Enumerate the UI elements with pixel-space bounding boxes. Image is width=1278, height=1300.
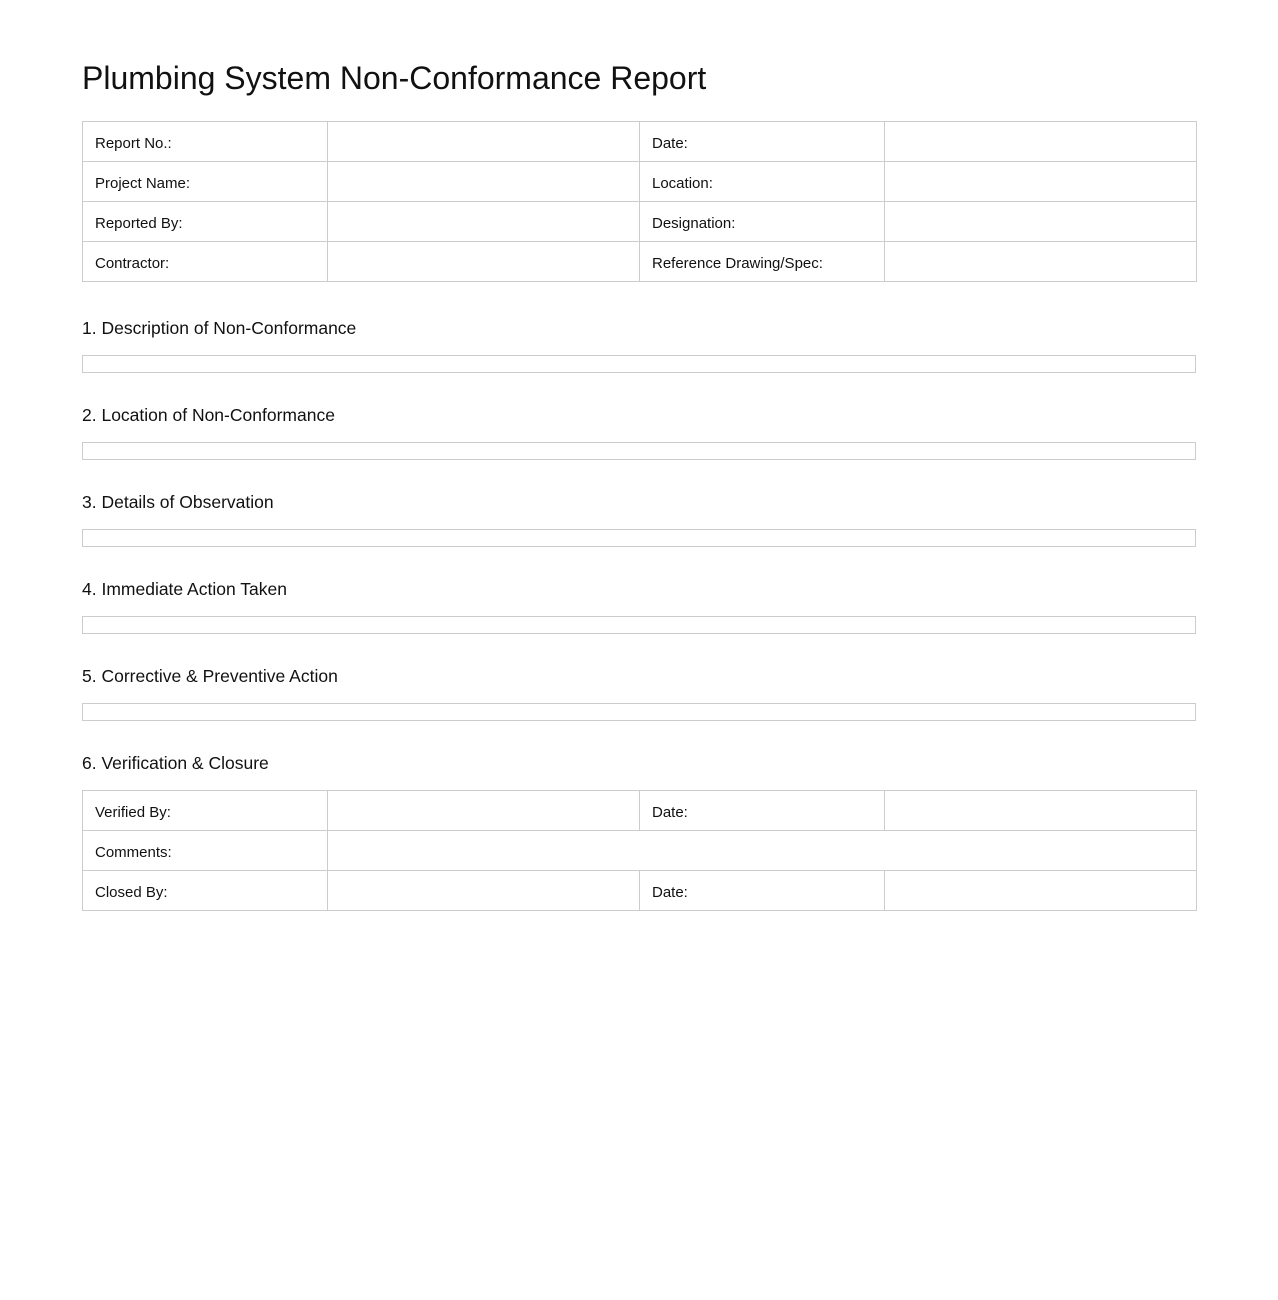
table-row: [83, 122, 1197, 162]
section-heading: 2. Location of Non-Conformance: [82, 405, 335, 425]
location-field[interactable]: [885, 162, 1197, 202]
description-field[interactable]: [82, 355, 1196, 373]
table-row: [83, 202, 1197, 242]
reported-by-field[interactable]: [328, 202, 640, 242]
comments-label: Comments:: [83, 831, 328, 871]
location-detail-field[interactable]: [82, 442, 1196, 460]
verified-date-field[interactable]: [885, 791, 1197, 831]
project-name-field[interactable]: [328, 162, 640, 202]
section-observation: [82, 490, 1196, 547]
section-heading: 1. Description of Non-Conformance: [82, 318, 357, 338]
reference-label: Reference Drawing/Spec:: [640, 242, 885, 282]
section-description: [82, 316, 1196, 373]
comments-field[interactable]: [328, 831, 1197, 871]
closed-date-label: Date:: [640, 871, 885, 911]
verified-date-label: Date:: [640, 791, 885, 831]
table-row: [83, 791, 1197, 831]
section-heading: 3. Details of Observation: [82, 492, 274, 512]
corrective-action-field[interactable]: [82, 703, 1196, 721]
date-field[interactable]: [885, 122, 1197, 162]
table-row: [83, 831, 1197, 871]
date-label: Date:: [640, 122, 885, 162]
contractor-field[interactable]: [328, 242, 640, 282]
closed-by-label: Closed By:: [83, 871, 328, 911]
section-heading: 5. Corrective & Preventive Action: [82, 666, 338, 686]
report-no-label: Report No.:: [83, 122, 328, 162]
observation-field[interactable]: [82, 529, 1196, 547]
location-label: Location:: [640, 162, 885, 202]
project-name-label: Project Name:: [83, 162, 328, 202]
closed-date-field[interactable]: [885, 871, 1197, 911]
designation-label: Designation:: [640, 202, 885, 242]
section-verification: [82, 751, 1196, 775]
contractor-label: Contractor:: [83, 242, 328, 282]
verified-by-label: Verified By:: [83, 791, 328, 831]
section-heading: 6. Verification & Closure: [82, 753, 269, 773]
section-heading: 4. Immediate Action Taken: [82, 579, 287, 599]
table-row: [83, 162, 1197, 202]
closure-table: [82, 790, 1197, 911]
table-row: [83, 871, 1197, 911]
section-immediate-action: [82, 577, 1196, 634]
reported-by-label: Reported By:: [83, 202, 328, 242]
header-table: [82, 121, 1197, 282]
table-row: [83, 242, 1197, 282]
section-location: [82, 403, 1196, 460]
reference-field[interactable]: [885, 242, 1197, 282]
report-no-field[interactable]: [328, 122, 640, 162]
closed-by-field[interactable]: [328, 871, 640, 911]
section-corrective-action: [82, 664, 1196, 721]
designation-field[interactable]: [885, 202, 1197, 242]
verified-by-field[interactable]: [328, 791, 640, 831]
page-title: Plumbing System Non-Conformance Report: [82, 60, 707, 96]
immediate-action-field[interactable]: [82, 616, 1196, 634]
